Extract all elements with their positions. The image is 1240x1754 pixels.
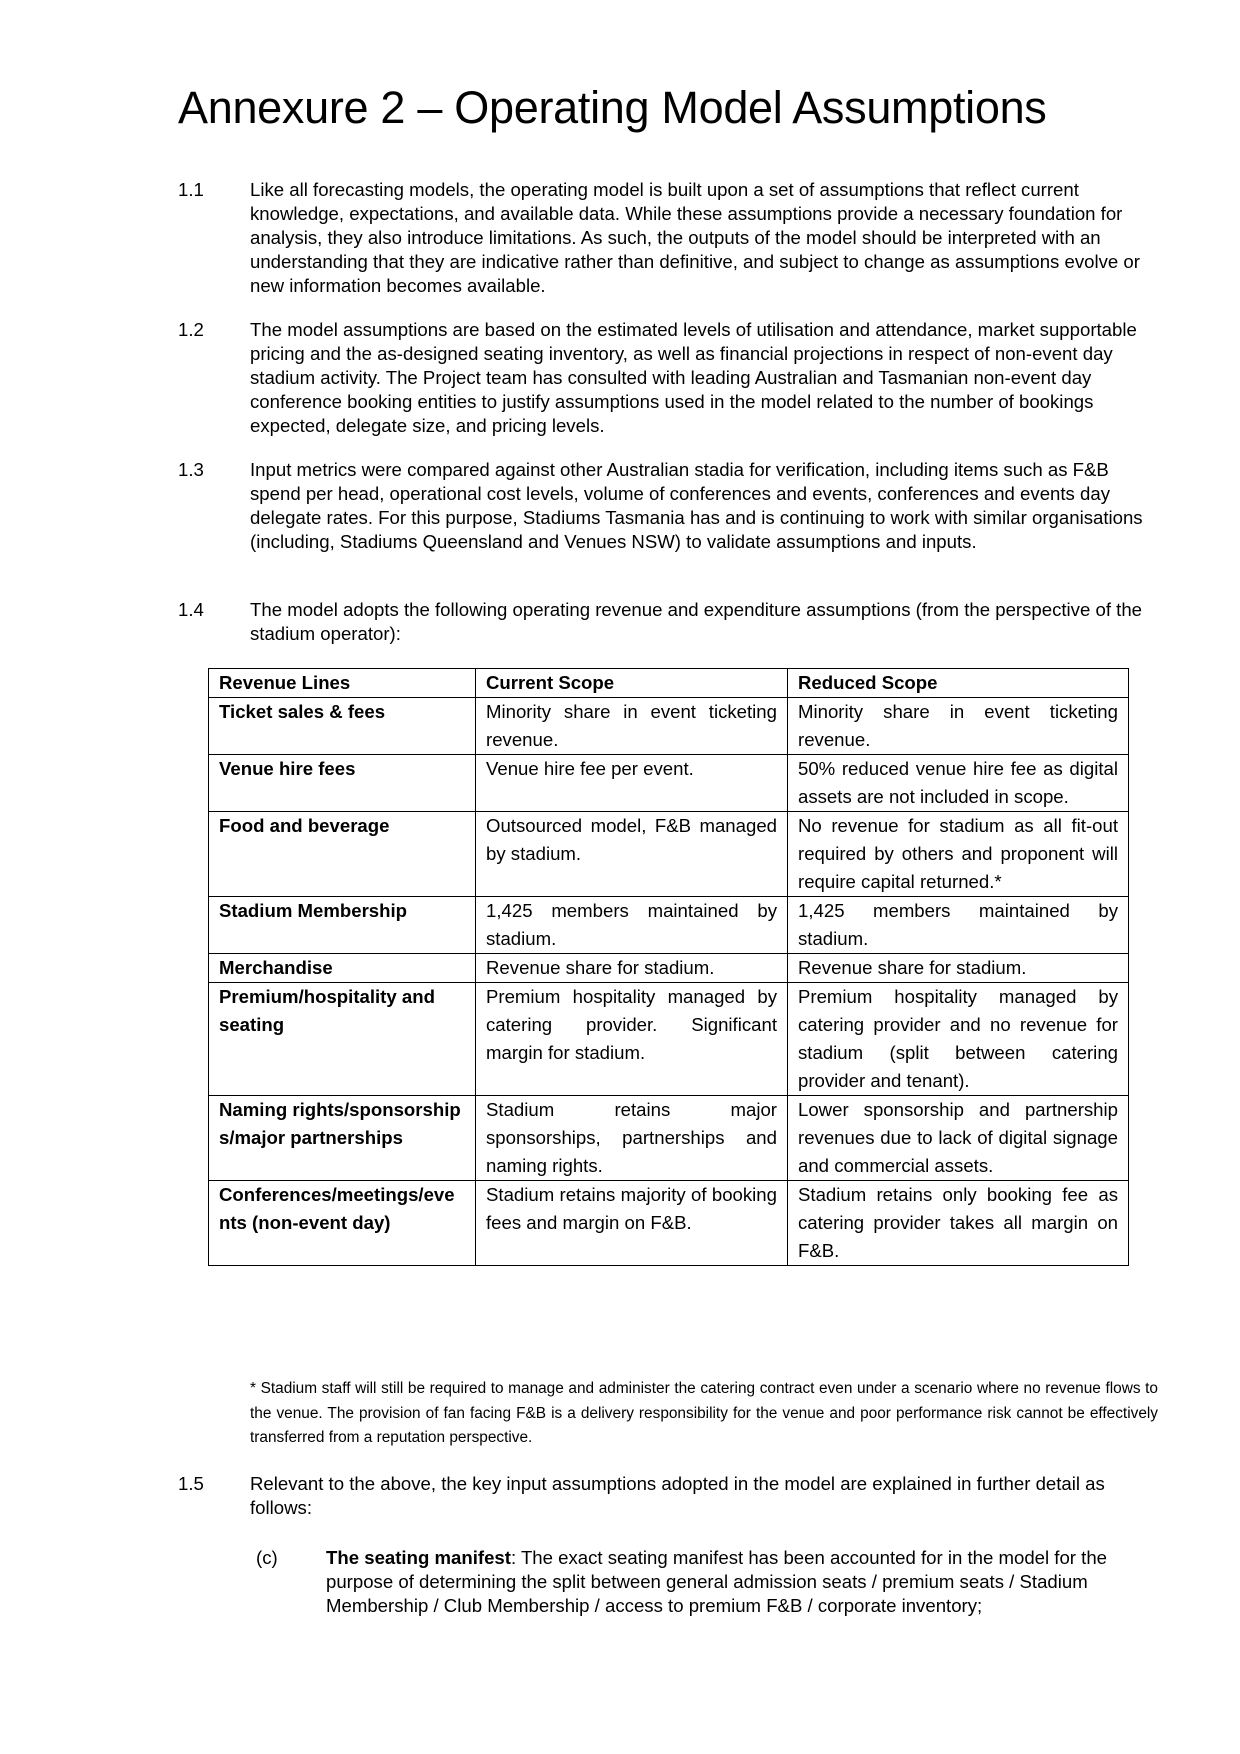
revenue-line-cell: Ticket sales & fees	[209, 698, 476, 755]
subitem-body: : The exact seating manifest has been accounted for in the model for the purpose of determining the split between general admission seats / premium seats / Stadium Membership / Club Membership / access to premium F&B / corporate inventory;	[326, 1547, 1108, 1616]
table-row	[209, 983, 1129, 1096]
paragraph-number: 1.2	[178, 319, 204, 340]
column-header: Current Scope	[476, 669, 788, 698]
revenue-line-cell: Naming rights/sponsorships/major partnerships	[209, 1096, 476, 1181]
reduced-scope-cell: Minority share in event ticketing revenue.	[788, 698, 1129, 755]
paragraph-number: 1.4	[178, 599, 204, 620]
revenue-line-cell: Stadium Membership	[209, 897, 476, 954]
column-header: Revenue Lines	[209, 669, 476, 698]
current-scope-cell: Revenue share for stadium.	[476, 954, 788, 983]
paragraph-number: 1.5	[178, 1473, 204, 1494]
current-scope-cell: Outsourced model, F&B managed by stadium.	[476, 812, 788, 897]
paragraph-text: The model adopts the following operating revenue and expenditure assumptions (from the perspective of the stadium operator):	[250, 599, 1143, 644]
table-row	[209, 954, 1129, 983]
reduced-scope-cell: 50% reduced venue hire fee as digital assets are not included in scope.	[788, 755, 1129, 812]
paragraph-text: Input metrics were compared against other Australian stadia for verification, including items such as F&B spend per head, operational cost levels, volume of conferences and events, conferences and events day delegate rates. For this purpose, Stadiums Tasmania has and is continuing to work with similar organisations (including, Stadiums Queensland and Venues NSW) to validate assumptions and inputs.	[250, 459, 1143, 552]
page-title: Annexure 2 – Operating Model Assumptions	[178, 82, 1047, 133]
current-scope-cell: Stadium retains majority of booking fees and margin on F&B.	[476, 1181, 788, 1266]
table-footnote: * Stadium staff will still be required to manage and administer the catering contract even under a scenario where no revenue flows to the venue. The provision of fan facing F&B is a delivery responsibility for the venue and poor performance risk cannot be effectively transferred from a reputation perspective.	[250, 1380, 1158, 1446]
column-header: Reduced Scope	[788, 669, 1129, 698]
table-row	[209, 698, 1129, 755]
subitem-text	[326, 1546, 1160, 1618]
table-row	[209, 1096, 1129, 1181]
table-row	[209, 897, 1129, 954]
revenue-line-cell: Food and beverage	[209, 812, 476, 897]
current-scope-cell: Venue hire fee per event.	[476, 755, 788, 812]
table-header-row	[209, 669, 1129, 698]
paragraph-number: 1.1	[178, 179, 204, 200]
revenue-line-cell: Venue hire fees	[209, 755, 476, 812]
subitem-label: (c)	[256, 1547, 278, 1568]
revenue-line-cell: Premium/hospitality and seating	[209, 983, 476, 1096]
subitem-heading: The seating manifest	[326, 1547, 511, 1568]
table-row	[209, 1181, 1129, 1266]
current-scope-cell: Premium hospitality managed by catering provider. Significant margin for stadium.	[476, 983, 788, 1096]
reduced-scope-cell: Stadium retains only booking fee as catering provider takes all margin on F&B.	[788, 1181, 1129, 1266]
reduced-scope-cell: No revenue for stadium as all fit-out required by others and proponent will require capital returned.*	[788, 812, 1129, 897]
table-row	[209, 812, 1129, 897]
current-scope-cell: 1,425 members maintained by stadium.	[476, 897, 788, 954]
reduced-scope-cell: Premium hospitality managed by catering provider and no revenue for stadium (split between catering provider and tenant).	[788, 983, 1129, 1096]
revenue-line-cell: Conferences/meetings/events (non-event day)	[209, 1181, 476, 1266]
reduced-scope-cell: 1,425 members maintained by stadium.	[788, 897, 1129, 954]
table-row	[209, 755, 1129, 812]
paragraph-text: Like all forecasting models, the operating model is built upon a set of assumptions that reflect current knowledge, expectations, and available data. While these assumptions provide a necessary foundation for analysis, they also introduce limitations. As such, the outputs of the model should be interpreted with an understanding that they are indicative rather than definitive, and subject to change as assumptions evolve or new information becomes available.	[250, 179, 1140, 296]
reduced-scope-cell: Lower sponsorship and partnership revenues due to lack of digital signage and commercial assets.	[788, 1096, 1129, 1181]
current-scope-cell: Stadium retains major sponsorships, partnerships and naming rights.	[476, 1096, 788, 1181]
current-scope-cell: Minority share in event ticketing revenue.	[476, 698, 788, 755]
paragraph-text: The model assumptions are based on the estimated levels of utilisation and attendance, market supportable pricing and the as-designed seating inventory, as well as financial projections in respect of non-event day stadium activity. The Project team has consulted with leading Australian and Tasmanian non-event day conference booking entities to justify assumptions used in the model related to the number of bookings expected, delegate size, and pricing levels.	[250, 319, 1137, 436]
paragraph-text: Relevant to the above, the key input assumptions adopted in the model are explained in further detail as follows:	[250, 1473, 1105, 1518]
reduced-scope-cell: Revenue share for stadium.	[788, 954, 1129, 983]
paragraph-number: 1.3	[178, 459, 204, 480]
revenue-assumptions-table	[208, 668, 1129, 1266]
revenue-line-cell: Merchandise	[209, 954, 476, 983]
